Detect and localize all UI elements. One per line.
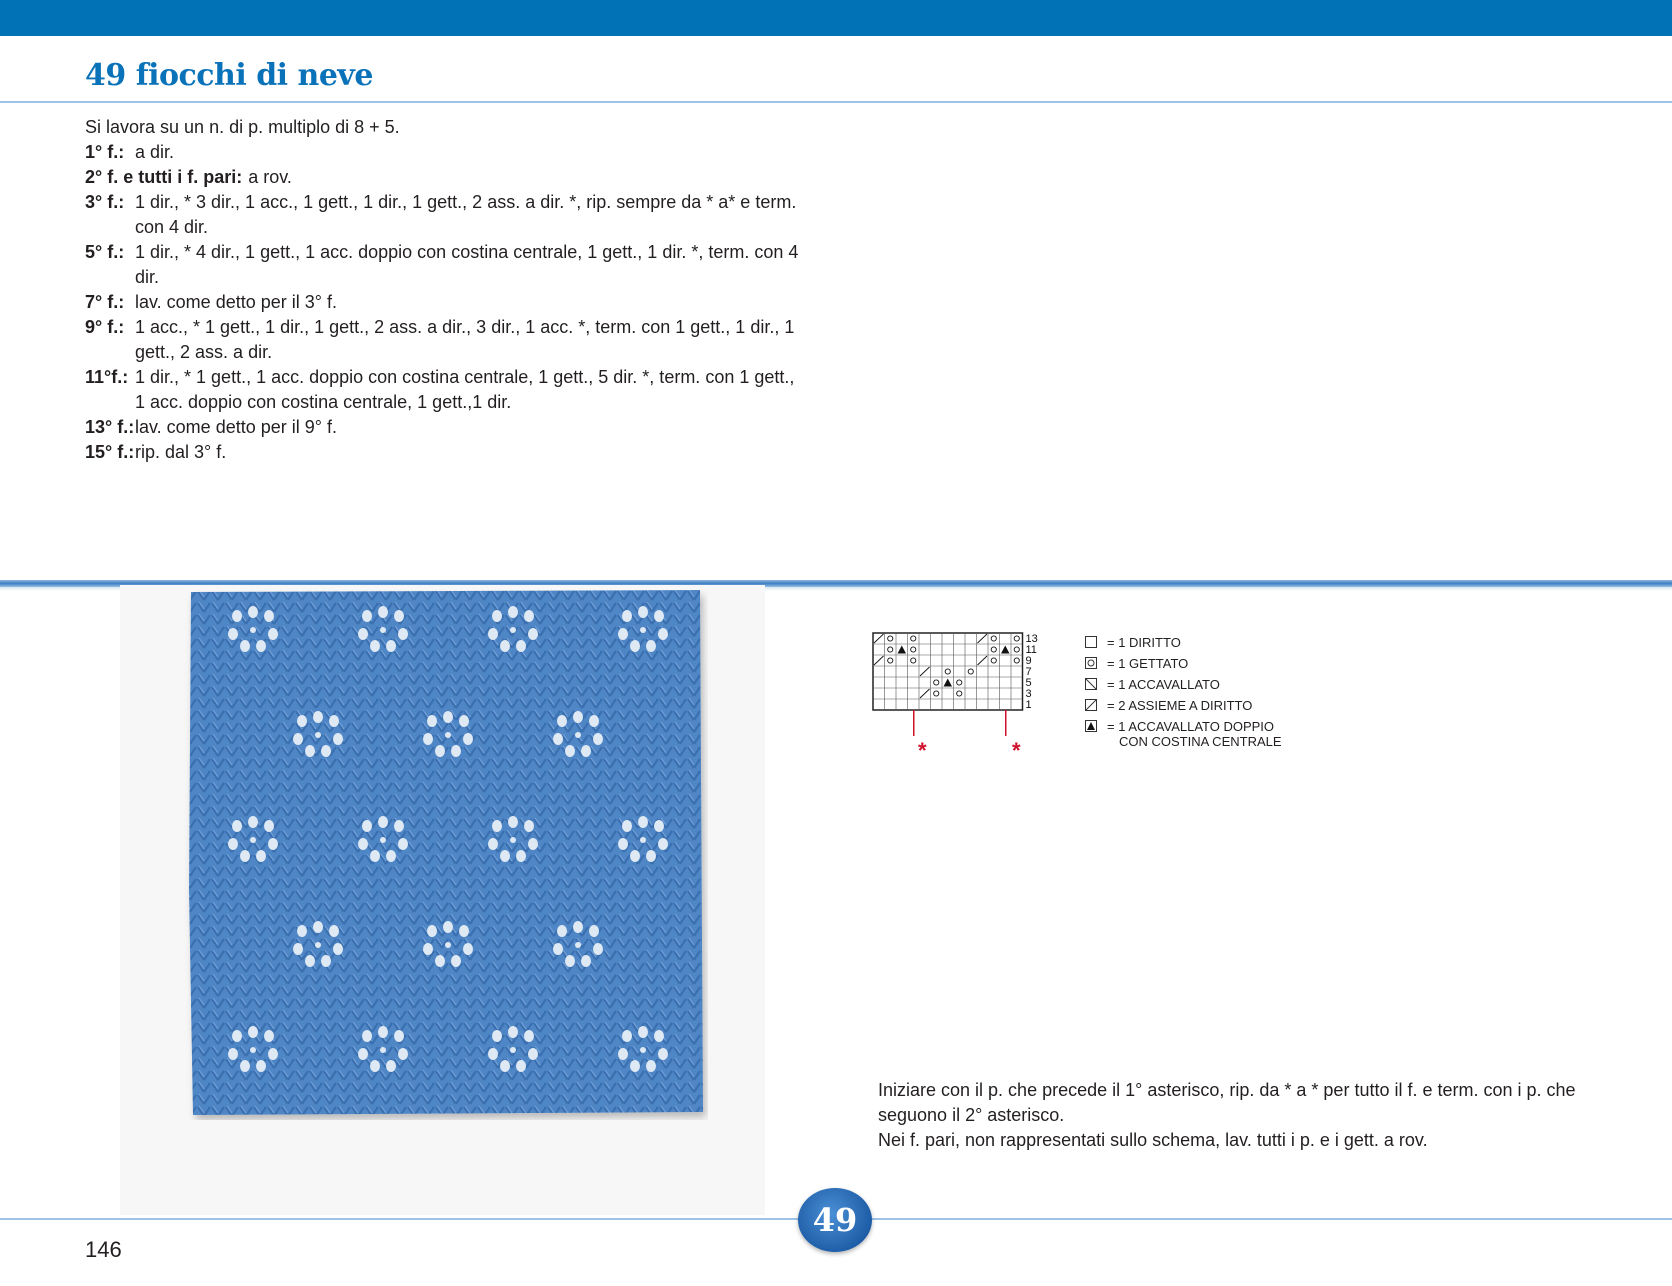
eyelet-hole	[524, 820, 534, 832]
eyelet-hole	[380, 837, 386, 843]
eyelet-hole	[553, 733, 563, 745]
instruction-row-1	[85, 140, 805, 165]
legend-text: = 1 DIRITTO	[1107, 635, 1181, 650]
title-divider	[0, 101, 1672, 103]
legend-text-continued: CON COSTINA CENTRALE	[1119, 734, 1282, 749]
eyelet-hole	[553, 943, 563, 955]
eyelet-hole	[638, 1026, 648, 1038]
eyelet-hole	[524, 610, 534, 622]
legend-text: = 1 ACCAVALLATO	[1107, 677, 1220, 692]
eyelet-hole	[516, 1060, 526, 1072]
eyelet-hole	[362, 820, 372, 832]
eyelet-hole	[398, 838, 408, 850]
eyelet-hole	[463, 943, 473, 955]
row-text: 1 dir., * 4 dir., 1 gett., 1 acc. doppio con costina centrale, 1 gett., 1 dir. *, term. con 4 dir.	[135, 242, 799, 287]
row-text: a dir.	[135, 142, 175, 162]
instruction-row-11	[85, 365, 805, 415]
eyelet-hole	[618, 838, 628, 850]
row-label: 2° f. e tutti i f. pari:	[85, 167, 243, 187]
row-label: 15° f.:	[85, 442, 135, 462]
eyelet-hole	[510, 1047, 516, 1053]
eyelet-hole	[528, 1048, 538, 1060]
note-start-instructions: Iniziare con il p. che precede il 1° asterisco, rip. da * a * per tutto il f. e term. con i p. che seguono il 2° asterisco.	[878, 1080, 1576, 1125]
legend-text: = 2 ASSIEME A DIRITTO	[1107, 698, 1253, 713]
slash-square-icon	[1085, 699, 1097, 711]
eyelet-hole	[232, 610, 242, 622]
eyelet-hole	[333, 943, 343, 955]
eyelet-hole	[658, 628, 668, 640]
eyelet-hole	[445, 942, 451, 948]
instruction-row-5	[85, 240, 805, 290]
top-color-bar	[0, 0, 1672, 36]
eyelet-hole	[268, 1048, 278, 1060]
legend-text: = 1 GETTATO	[1107, 656, 1189, 671]
row-text: 1 dir., * 1 gett., 1 acc. doppio con costina centrale, 1 gett., 5 dir. *, term. con 1 gett., 1 acc. doppio con costina centrale, 1 gett.,1 dir.	[135, 367, 795, 412]
row-text: rip. dal 3° f.	[135, 442, 227, 462]
eyelet-hole	[370, 850, 380, 862]
eyelet-hole	[315, 732, 321, 738]
eyelet-hole	[232, 820, 242, 832]
eyelet-hole	[313, 921, 323, 933]
legend-item-accavallato	[1085, 674, 1282, 695]
row-number: 7	[1025, 666, 1032, 678]
eyelet-hole	[593, 943, 603, 955]
row-label: 1° f.:	[85, 142, 125, 162]
eyelet-hole	[370, 640, 380, 652]
eyelet-hole	[293, 943, 303, 955]
eyelet-hole	[293, 733, 303, 745]
eyelet-hole	[630, 850, 640, 862]
eyelet-hole	[463, 733, 473, 745]
legend-text: = 1 ACCAVALLATO DOPPIO	[1107, 719, 1275, 734]
eyelet-hole	[380, 1047, 386, 1053]
row-text: lav. come detto per il 3° f.	[135, 292, 337, 312]
eyelet-hole	[459, 715, 469, 727]
eyelet-hole	[435, 955, 445, 967]
circle-in-square-icon	[1085, 657, 1097, 669]
eyelet-hole	[358, 628, 368, 640]
instruction-row-3	[85, 190, 805, 240]
eyelet-hole	[492, 1030, 502, 1042]
eyelet-hole	[658, 1048, 668, 1060]
eyelet-hole	[488, 838, 498, 850]
instruction-row-13	[85, 415, 805, 440]
eyelet-hole	[581, 745, 591, 757]
eyelet-hole	[321, 745, 331, 757]
eyelet-hole	[618, 628, 628, 640]
eyelet-hole	[573, 921, 583, 933]
eyelet-hole	[256, 850, 266, 862]
eyelet-hole	[228, 628, 238, 640]
eyelet-hole	[423, 733, 433, 745]
eyelet-hole	[250, 1047, 256, 1053]
eyelet-hole	[654, 1030, 664, 1042]
eyelet-hole	[297, 925, 307, 937]
eyelet-hole	[240, 640, 250, 652]
eyelet-hole	[630, 1060, 640, 1072]
eyelet-hole	[618, 1048, 628, 1060]
eyelet-hole	[315, 942, 321, 948]
eyelet-hole	[654, 820, 664, 832]
row-text: lav. come detto per il 9° f.	[135, 417, 337, 437]
eyelet-hole	[358, 1048, 368, 1060]
eyelet-hole	[581, 955, 591, 967]
legend-item-assieme	[1085, 695, 1282, 716]
eyelet-hole	[589, 715, 599, 727]
eyelet-hole	[510, 627, 516, 633]
page-number: 146	[85, 1237, 122, 1262]
eyelet-hole	[557, 715, 567, 727]
eyelet-hole	[358, 838, 368, 850]
eyelet-hole	[516, 850, 526, 862]
eyelet-hole	[622, 1030, 632, 1042]
page-title: 49 fiocchi di neve	[85, 58, 373, 93]
eyelet-hole	[500, 640, 510, 652]
eyelet-hole	[528, 628, 538, 640]
row-text: a rov.	[248, 167, 292, 187]
eyelet-hole	[423, 943, 433, 955]
eyelet-hole	[557, 925, 567, 937]
eyelet-hole	[394, 820, 404, 832]
pattern-number-badge: 49	[798, 1188, 872, 1252]
eyelet-hole	[394, 1030, 404, 1042]
eyelet-hole	[240, 850, 250, 862]
eyelet-hole	[378, 1026, 388, 1038]
eyelet-hole	[264, 610, 274, 622]
row-label: 9° f.:	[85, 317, 125, 337]
eyelet-hole	[646, 640, 656, 652]
eyelet-hole	[305, 955, 315, 967]
eyelet-hole	[240, 1060, 250, 1072]
eyelet-hole	[435, 745, 445, 757]
eyelet-hole	[427, 925, 437, 937]
eyelet-hole	[565, 955, 575, 967]
eyelet-hole	[386, 850, 396, 862]
eyelet-hole	[329, 715, 339, 727]
row-number: 1	[1025, 699, 1032, 711]
eyelet-hole	[516, 640, 526, 652]
eyelet-hole	[398, 628, 408, 640]
eyelet-hole	[378, 816, 388, 828]
eyelet-hole	[427, 715, 437, 727]
eyelet-hole	[488, 628, 498, 640]
eyelet-hole	[264, 1030, 274, 1042]
eyelet-hole	[380, 627, 386, 633]
eyelet-hole	[573, 711, 583, 723]
eyelet-hole	[250, 627, 256, 633]
legend-item-accavallato-doppio	[1085, 716, 1282, 737]
eyelet-hole	[510, 837, 516, 843]
instructions-block	[85, 115, 805, 465]
eyelet-hole	[386, 640, 396, 652]
eyelet-hole	[630, 640, 640, 652]
eyelet-hole	[248, 816, 258, 828]
eyelet-hole	[232, 1030, 242, 1042]
eyelet-hole	[646, 1060, 656, 1072]
backslash-square-icon	[1085, 678, 1097, 690]
eyelet-hole	[593, 733, 603, 745]
eyelet-hole	[508, 606, 518, 618]
eyelet-hole	[638, 606, 648, 618]
instruction-row-7	[85, 290, 805, 315]
eyelet-hole	[362, 1030, 372, 1042]
repeat-marker-start: *	[918, 738, 927, 763]
instruction-row-15	[85, 440, 805, 465]
eyelet-hole	[492, 820, 502, 832]
note-even-rows: Nei f. pari, non rappresentati sullo schema, lav. tutti i p. e i gett. a rov.	[878, 1130, 1428, 1150]
row-number: 5	[1025, 677, 1032, 689]
knitted-swatch-photo	[183, 590, 708, 1120]
eyelet-hole	[622, 820, 632, 832]
eyelet-hole	[658, 838, 668, 850]
eyelet-hole	[640, 837, 646, 843]
row-label: 5° f.:	[85, 242, 125, 262]
eyelet-hole	[268, 628, 278, 640]
eyelet-hole	[528, 838, 538, 850]
eyelet-hole	[589, 925, 599, 937]
eyelet-hole	[492, 610, 502, 622]
eyelet-hole	[640, 1047, 646, 1053]
eyelet-hole	[333, 733, 343, 745]
eyelet-hole	[248, 606, 258, 618]
chart-frame	[873, 633, 1023, 710]
eyelet-hole	[640, 627, 646, 633]
eyelet-hole	[398, 1048, 408, 1060]
row-number: 9	[1025, 655, 1032, 667]
row-text: 1 dir., * 3 dir., 1 acc., 1 gett., 1 dir., 1 gett., 2 ass. a dir. *, rip. sempre da * a* e term. con 4 dir.	[135, 192, 797, 237]
instruction-row-2	[85, 165, 805, 190]
eyelet-hole	[575, 732, 581, 738]
row-label: 13° f.:	[85, 417, 135, 437]
eyelet-hole	[256, 1060, 266, 1072]
repeat-marker-end: *	[1012, 738, 1021, 763]
row-label: 3° f.:	[85, 192, 125, 212]
triangle-square-icon	[1085, 720, 1097, 732]
eyelet-hole	[394, 610, 404, 622]
empty-square-icon	[1085, 636, 1097, 648]
eyelet-hole	[297, 715, 307, 727]
eyelet-hole	[370, 1060, 380, 1072]
row-number: 11	[1025, 644, 1037, 656]
eyelet-hole	[488, 1048, 498, 1060]
eyelet-hole	[654, 610, 664, 622]
eyelet-hole	[228, 838, 238, 850]
eyelet-hole	[565, 745, 575, 757]
row-label: 11°f.:	[85, 367, 129, 387]
eyelet-hole	[321, 955, 331, 967]
eyelet-hole	[575, 942, 581, 948]
eyelet-hole	[305, 745, 315, 757]
row-label: 7° f.:	[85, 292, 125, 312]
chart-legend	[1085, 632, 1282, 752]
eyelet-hole	[313, 711, 323, 723]
eyelet-hole	[451, 955, 461, 967]
row-number: 3	[1025, 688, 1032, 700]
eyelet-hole	[362, 610, 372, 622]
eyelet-hole	[508, 816, 518, 828]
eyelet-hole	[622, 610, 632, 622]
chart-grid	[870, 630, 1070, 760]
eyelet-hole	[500, 850, 510, 862]
eyelet-hole	[228, 1048, 238, 1060]
instruction-row-9	[85, 315, 805, 365]
eyelet-hole	[248, 1026, 258, 1038]
eyelet-hole	[386, 1060, 396, 1072]
eyelet-hole	[451, 745, 461, 757]
legend-item-gettato	[1085, 653, 1282, 674]
eyelet-hole	[646, 850, 656, 862]
eyelet-hole	[459, 925, 469, 937]
eyelet-hole	[443, 711, 453, 723]
row-number: 13	[1025, 633, 1038, 645]
row-text: 1 acc., * 1 gett., 1 dir., 1 gett., 2 ass. a dir., 3 dir., 1 acc. *, term. con 1 gett., 1 dir., 1 gett., 2 ass. a dir.	[135, 317, 795, 362]
eyelet-hole	[443, 921, 453, 933]
eyelet-hole	[500, 1060, 510, 1072]
eyelet-hole	[445, 732, 451, 738]
eyelet-hole	[250, 837, 256, 843]
eyelet-hole	[638, 816, 648, 828]
eyelet-hole	[329, 925, 339, 937]
chart-notes	[878, 1078, 1618, 1153]
instructions-intro: Si lavora su un n. di p. multiplo di 8 + 5.	[85, 117, 400, 137]
eyelet-hole	[268, 838, 278, 850]
eyelet-hole	[508, 1026, 518, 1038]
eyelet-hole	[378, 606, 388, 618]
eyelet-hole	[264, 820, 274, 832]
eyelet-hole	[524, 1030, 534, 1042]
eyelet-hole	[256, 640, 266, 652]
legend-item-diritto	[1085, 632, 1282, 653]
